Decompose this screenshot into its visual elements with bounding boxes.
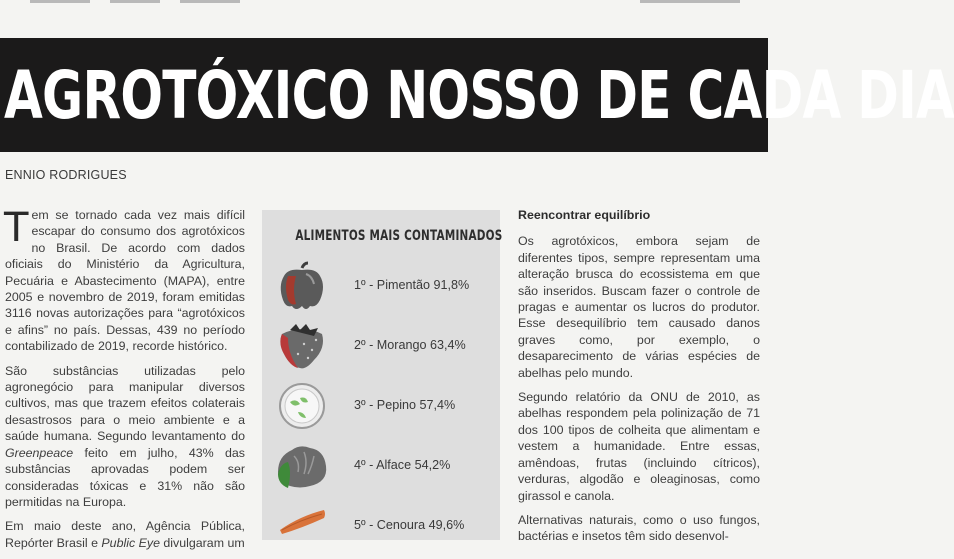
paragraph-6: Alternativas naturais, como o uso fungos, bactérias e insetos têm sido desenvol-	[518, 512, 760, 544]
cucumber-icon	[276, 382, 328, 430]
sidebar-title: ALIMENTOS MAIS CONTAMINADOS	[295, 228, 503, 244]
article-right-column	[518, 207, 760, 553]
page-title: AGROTÓXICO NOSSO DE CADA DIA	[4, 57, 954, 134]
list-item	[262, 438, 500, 498]
paragraph-5: Segundo relatório da ONU de 2010, as abelhas respondem pela polinização de 71 dos 100 tipos de colheita que alimentam e vestem a humanidade. Entre essas, amêndoas, frutas (incluindo cítricos), verduras, algodão e oleaginosas, como girassol e canola.	[518, 390, 760, 503]
list-item	[262, 318, 500, 378]
previous-page-edge	[0, 0, 768, 6]
list-item	[262, 498, 500, 558]
paragraph-3: Em maio deste ano, Agência Pública, Repórter Brasil e Public Eye divulgaram um	[5, 519, 245, 550]
lettuce-icon	[276, 442, 328, 490]
drop-cap: T	[4, 205, 29, 251]
food-label: 3º - Pepino 57,4%	[354, 398, 456, 412]
paragraph-1: Tem se tornado cada vez mais difícil escapar do consumo dos agrotóxicos no Brasil. De acordo com dados oficiais do Ministério da Agricultura, Pecuária e Abastecimento (MAPA), entre 2005 e novembro de 2019, foram emitidas 3116 novas autorizações para “agrotóxicos e afins” no país. Dessas, 439 no período contabilizado de 2019, recorde histórico.	[4, 205, 245, 354]
list-item	[262, 258, 500, 318]
food-label: 2º - Morango 63,4%	[354, 338, 466, 352]
bell-pepper-icon	[276, 262, 328, 310]
article-left-column	[5, 207, 245, 559]
food-label: 5º - Cenoura 49,6%	[354, 518, 465, 532]
author-byline: ENNIO RODRIGUES	[5, 168, 127, 182]
section-heading: Reencontrar equilíbrio	[518, 208, 651, 222]
carrot-icon	[276, 502, 328, 550]
paragraph-4: Os agrotóxicos, embora sejam de diferentes tipos, sempre representam uma alteração brusca do ecossistema em que são inseridos. Buscam fazer o controle de pragas e aumentar os lucros do produtor. Esse desequilíbrio tem causado danos graves como, por exemplo, o desaparecimento de várias espécies de abelhas pelo mundo.	[518, 234, 760, 380]
list-item	[262, 378, 500, 438]
paragraph-2: São substâncias utilizadas pelo agronegócio para manipular diversos cultivos, mas que trazem efeitos colaterais desastrosos para o meio ambiente e a saúde humana. Segundo levantamento do Greenpeace feito em julho, 43% das substâncias aprovadas podem ser consideradas tóxicas e 31% não são permitidas na Europa.	[5, 363, 245, 509]
strawberry-icon	[276, 322, 328, 370]
food-label: 4º - Alface 54,2%	[354, 458, 451, 472]
contaminated-foods-box	[262, 210, 503, 540]
food-label: 1º - Pimentão 91,8%	[354, 278, 470, 292]
